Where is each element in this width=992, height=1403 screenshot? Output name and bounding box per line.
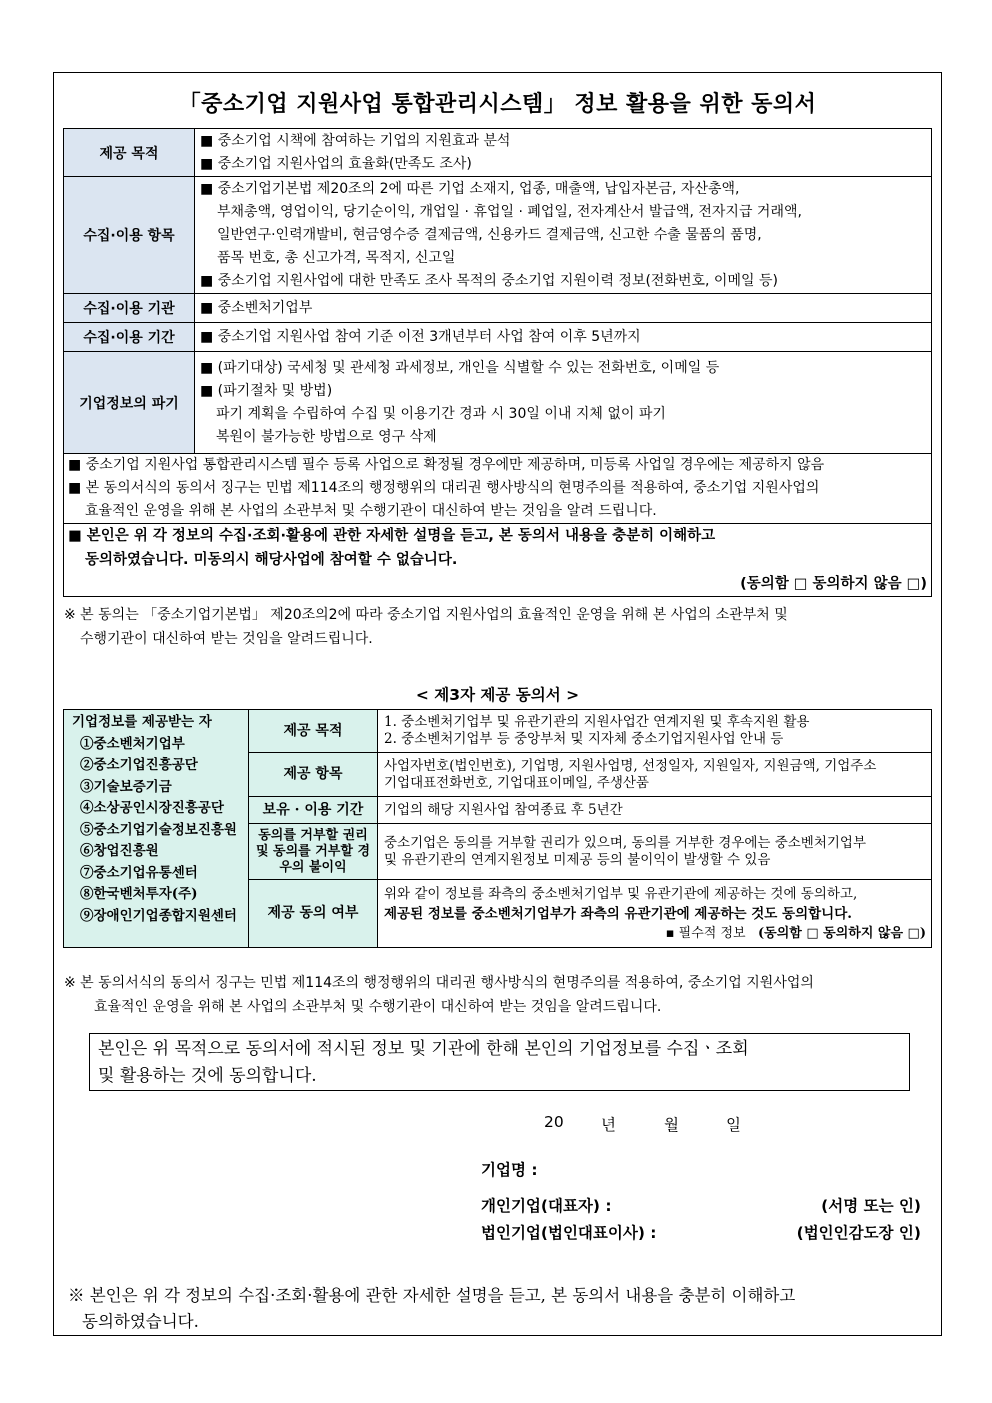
row-value [195, 323, 932, 352]
text-line: ※ 본 동의는 「중소기업기본법」 제20조의2에 따라 중소기업 지원사업의 효율적인 운영을 위해 본 사업의 소관부처 및 [64, 607, 788, 623]
text-line: ※ 본인은 위 각 정보의 수집·조회·활용에 관한 자세한 설명을 듣고, 본 동의서 내용을 충분히 이해하고 [68, 1286, 796, 1305]
text-line: 효율적인 운영을 위해 본 사업의 소관부처 및 수행기관이 대신하여 받는 것임을 알려 드립니다. [85, 503, 657, 519]
text-line: ■ 중소기업 시책에 참여하는 기업의 지원효과 분석 [200, 132, 511, 149]
row-label: 제공 목적 [249, 710, 378, 753]
row-label: 보유 · 이용 기간 [249, 797, 378, 824]
text-line: ■ 본 동의서식의 동의서 징구는 민법 제114조의 행정행위의 대리권 행사방식의 현명주의를 적용하여, 중소기업 지원사업의 [68, 480, 820, 496]
list-item: ④소상공인시장진흥공단 [80, 800, 224, 816]
list-item: ⑦중소기업유통센터 [80, 864, 198, 881]
text-line: ■ 중소기업 지원사업 참여 기준 이전 3개년부터 사업 참여 이후 5년까지 [200, 328, 641, 345]
row-value [195, 129, 932, 177]
text-line: ■ 중소기업 지원사업에 대한 만족도 조사 목적의 중소기업 지원이력 정보(전화번호, 이메일 등) [200, 272, 778, 289]
table-row [64, 129, 932, 177]
text-line: 본인은 위 목적으로 동의서에 적시된 정보 및 기관에 한해 본인의 기업정보를 수집ㆍ조회 [98, 1039, 749, 1059]
row-value [378, 753, 932, 797]
row-value [195, 352, 932, 454]
text-line: 동의하였습니다. 미동의시 해당사업에 참여할 수 없습니다. [85, 552, 458, 568]
row-label: 제공 목적 [64, 129, 195, 177]
table-row [64, 454, 932, 524]
text-line: 품목 번호, 총 신고가격, 목적지, 신고일 [217, 249, 456, 266]
list-item: ⑨장애인기업종합지원센터 [80, 907, 237, 924]
text-line: 복원이 불가능한 방법으로 영구 삭제 [216, 428, 437, 445]
table-row [64, 294, 932, 323]
row-label: 기업정보의 파기 [64, 352, 195, 454]
consent-checkbox[interactable]: (동의함 □ 동의하지 않음 □) [740, 576, 927, 592]
row-label: 제공 항목 [249, 753, 378, 797]
page-title: 「중소기업 지원사업 통합관리시스템」 정보 활용을 위한 동의서 [178, 92, 817, 117]
third-party-table [63, 709, 932, 948]
text-line: 제공된 정보를 중소벤처기업부가 좌측의 유관기관에 제공하는 것도 동의합니다. [384, 905, 852, 922]
text-line: ■ (파기절차 및 방법) [200, 382, 333, 399]
text-line: 부채총액, 영업이익, 당기순이익, 개업일 · 휴업일 · 폐업일, 전자계산서 발급액, 전자지급 거래액, [217, 203, 802, 220]
row-value [378, 880, 932, 948]
list-item: ③기술보증기금 [80, 778, 172, 795]
recipient-title: 기업정보를 제공받는 자 [72, 714, 212, 730]
row-value [195, 294, 932, 323]
row-label: 제공 동의 여부 [249, 880, 378, 948]
text-line: 일반연구·인력개발비, 현금영수증 결제금액, 신용카드 결제금액, 신고한 수출 물품의 품명, [217, 226, 762, 243]
table-row [64, 524, 932, 597]
table-row [64, 352, 932, 454]
text-line: 기업대표전화번호, 기업대표이메일, 주생산품 [384, 774, 649, 791]
corporate-seal-label: (법인인감도장 인) [796, 1224, 921, 1242]
text-line: 파기 계획을 수립하여 수집 및 이용기간 경과 시 30일 이내 지체 없이 파기 [216, 405, 666, 422]
info-usage-table [63, 128, 932, 597]
text-line: ■ 중소기업 지원사업 통합관리시스템 필수 등록 사업으로 확정될 경우에만 제공하며, 미등록 사업일 경우에는 제공하지 않음 [68, 457, 825, 473]
consent-statement [89, 1033, 910, 1091]
text-line: 1. 중소벤처기업부 및 유관기관의 지원사업간 연계지원 및 후속지원 활용 [384, 714, 810, 730]
text-line: 수행기관이 대신하여 받는 것임을 알려드립니다. [80, 631, 373, 647]
row-value [195, 177, 932, 294]
third-party-checkbox[interactable]: (동의함 □ 동의하지 않음 □) [758, 925, 926, 941]
text-line: 및 활용하는 것에 동의합니다. [98, 1066, 317, 1086]
text-line: ■ 중소벤처기업부 [200, 299, 313, 316]
list-item: ①중소벤처기업부 [80, 735, 185, 752]
date-month-label: 월 [664, 1116, 679, 1134]
company-name-label: 기업명 : [481, 1161, 538, 1179]
row-value [378, 824, 932, 880]
notice-note-2 [64, 971, 936, 1019]
third-party-consent [384, 924, 928, 944]
row-label: 수집·이용 항목 [64, 177, 195, 294]
text-line: ■ (파기대상) 국세청 및 관세청 과세정보, 개인을 식별할 수 있는 전화번호, 이메일 등 [200, 359, 720, 376]
table-row [64, 710, 932, 753]
text-line: ■ 본인은 위 각 정보의 수집·조회·활용에 관한 자세한 설명을 듣고, 본 동의서 내용을 충분히 이해하고 [68, 528, 716, 544]
date-year: 20 [544, 1113, 564, 1131]
row-value [378, 710, 932, 753]
text-line: 위와 같이 정보를 좌측의 중소벤처기업부 및 유관기관에 제공하는 것에 동의하고, [384, 885, 858, 902]
list-item: ⑧한국벤처투자(주) [80, 886, 198, 902]
text-line: 기업의 해당 지원사업 참여종료 후 5년간 [384, 801, 623, 818]
text-line: ※ 본 동의서식의 동의서 징구는 민법 제114조의 행정행위의 대리권 행사방식의 현명주의를 적용하여, 중소기업 지원사업의 [64, 975, 814, 991]
list-item: ⑥창업진흥원 [80, 843, 159, 859]
text-line: 중소기업은 동의를 거부할 권리가 있으며, 동의를 거부한 경우에는 중소벤처기업부 [384, 834, 867, 851]
date-day-label: 일 [726, 1116, 741, 1134]
text-line: ■ 중소기업 지원사업의 효율화(만족도 조사) [200, 155, 472, 172]
table-row [64, 177, 932, 294]
footer-note [68, 1283, 938, 1335]
text-line: 동의하였습니다. [82, 1312, 199, 1331]
required-info-label: ▪ 필수적 정보 [665, 925, 746, 941]
row-value [378, 797, 932, 824]
personal-company-label: 개인기업(대표자) : [481, 1197, 612, 1215]
row-label: 수집·이용 기관 [64, 294, 195, 323]
list-item: ②중소기업진흥공단 [80, 757, 198, 773]
text-line: 효율적인 운영을 위해 본 사업의 소관부처 및 수행기관이 대신하여 받는 것임을 알려드립니다. [94, 999, 662, 1015]
list-item: ⑤중소기업기술정보진흥원 [80, 821, 237, 838]
row-label: 동의를 거부할 권리 및 동의를 거부할 경우의 불이익 [249, 824, 378, 880]
section-subtitle: < 제3자 제공 동의서 > [415, 686, 580, 704]
text-line: 사업자번호(법인번호), 기업명, 지원사업명, 선정일자, 지원일자, 지원금액, 기업주소 [384, 757, 877, 774]
date-year-label: 년 [601, 1116, 616, 1134]
notice-note [64, 603, 934, 651]
personal-seal-label: (서명 또는 인) [821, 1197, 921, 1215]
consent-cell [64, 524, 932, 597]
text-line: 2. 중소벤처기업부 등 중앙부처 및 지자체 중소기업지원사업 안내 등 [384, 731, 784, 747]
text-line: 및 유관기관의 연계지원정보 미제공 등의 불이익이 발생할 수 있음 [384, 851, 771, 868]
corporate-company-label: 법인기업(법인대표이사) : [481, 1224, 657, 1242]
table-row [64, 323, 932, 352]
consent-form [53, 72, 942, 1336]
recipient-list [64, 710, 249, 948]
row-label: 수집·이용 기간 [64, 323, 195, 352]
text-line: ■ 중소기업기본법 제20조의 2에 따른 기업 소재지, 업종, 매출액, 납입자본금, 자산총액, [200, 180, 740, 197]
notice-cell [64, 454, 932, 524]
